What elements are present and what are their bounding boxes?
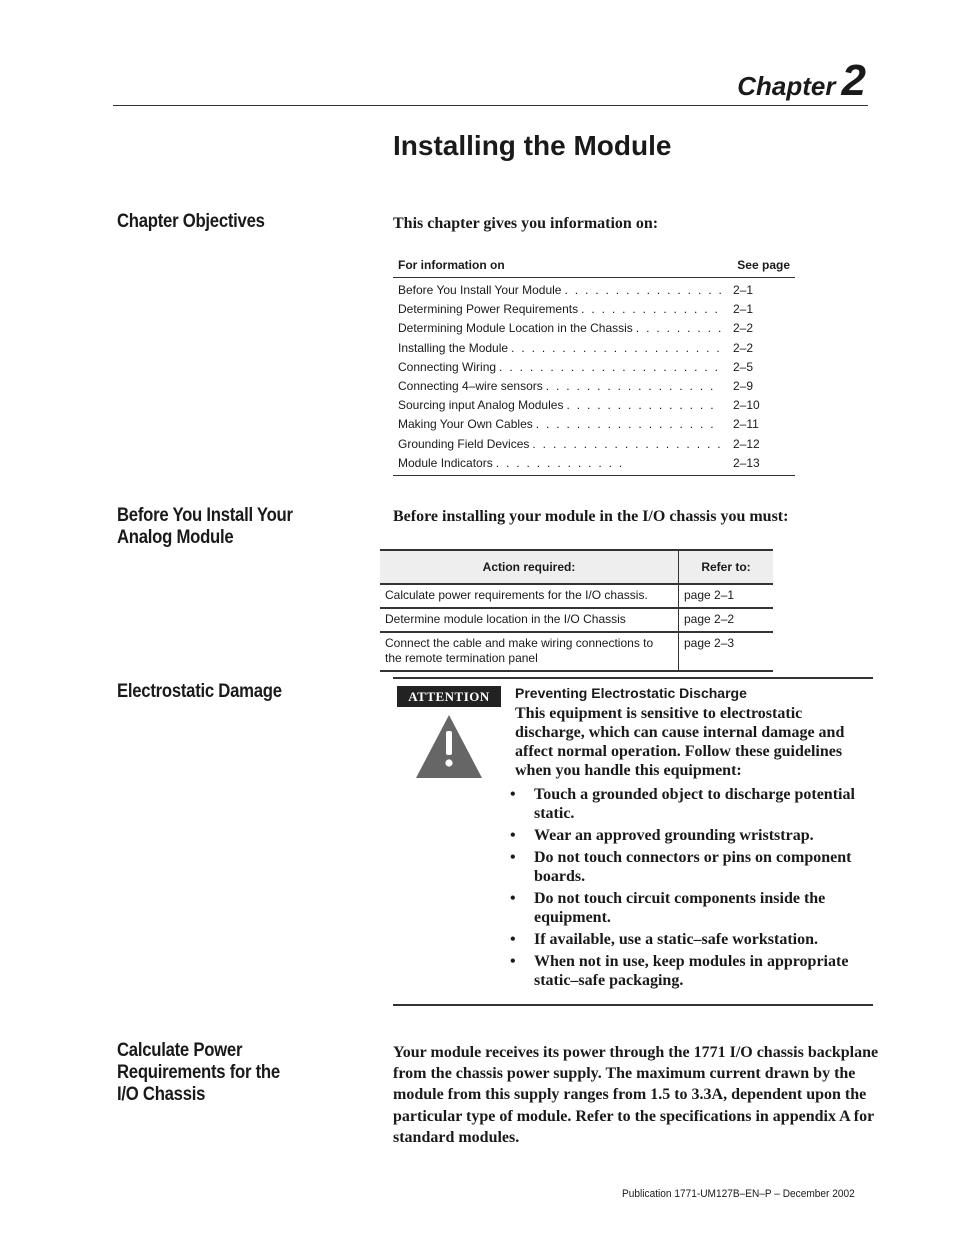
table-row bbox=[380, 608, 773, 632]
refer-col-header: Refer to: bbox=[679, 550, 774, 584]
toc-entry: Before You Install Your Module bbox=[398, 283, 562, 297]
action-cell: Calculate power requirements for the I/O chassis. bbox=[380, 584, 679, 608]
attention-title: Preventing Electrostatic Discharge bbox=[515, 685, 747, 701]
toc-entry: Connecting 4–wire sensors bbox=[398, 378, 543, 393]
toc-entry: Determining Module Location in the Chassis bbox=[398, 321, 633, 336]
power-paragraph: Your module receives its power through the 1771 I/O chassis backplane from the chassis power supply. The maximum current drawn by the module from this supply ranges from 1.5 to 3.3A, dependent upon the particular type of module. Refer to the specifications in appendix A for standard modules. bbox=[393, 1044, 879, 1146]
bullet: • bbox=[510, 890, 516, 907]
toc-leader bbox=[566, 396, 721, 415]
toc-col-page: See page bbox=[737, 258, 790, 272]
action-col-header: Action required: bbox=[380, 550, 679, 584]
toc-row bbox=[393, 319, 795, 338]
refer-cell: page 2–3 bbox=[679, 632, 774, 671]
toc-entry: Installing the Module bbox=[398, 340, 509, 355]
toc-leader bbox=[546, 377, 721, 396]
toc-row bbox=[393, 377, 795, 396]
bullet: • bbox=[510, 786, 516, 803]
toc-header bbox=[393, 255, 795, 278]
list-item: • If available, use a static–safe workstation. bbox=[510, 931, 818, 948]
toc-entry: Module Indicators bbox=[398, 455, 493, 470]
chapter-label bbox=[737, 56, 866, 106]
attention-body: This equipment is sensitive to electrostatic discharge, which can cause internal damage and affect normal operation. Follow these guidelines when you handle this equipment: bbox=[515, 705, 845, 779]
toc-page: 2–1 bbox=[733, 283, 754, 297]
table-row bbox=[380, 632, 773, 671]
electrostatic-heading: Electrostatic Damage bbox=[117, 681, 282, 702]
toc-page: 2–9 bbox=[733, 378, 754, 393]
attention-guidelines bbox=[510, 785, 885, 993]
refer-cell: page 2–1 bbox=[679, 584, 774, 608]
chapter-word: Chapter bbox=[737, 71, 836, 101]
toc-leader bbox=[564, 281, 721, 300]
toc-leader bbox=[499, 358, 721, 377]
bullet: • bbox=[510, 931, 516, 948]
chapter-rule bbox=[113, 105, 868, 106]
toc-page: 2–10 bbox=[733, 398, 760, 413]
page-title: Installing the Module bbox=[393, 130, 672, 161]
toc-row bbox=[393, 358, 795, 377]
warning-triangle-icon bbox=[416, 715, 482, 784]
toc-leader bbox=[536, 415, 721, 434]
toc-page: 2–12 bbox=[733, 436, 760, 451]
attention-badge: ATTENTION bbox=[397, 686, 501, 707]
toc-entry: Connecting Wiring bbox=[398, 359, 497, 374]
toc-row bbox=[393, 435, 795, 454]
attention-bottom-rule bbox=[393, 1004, 873, 1006]
toc-page: 2–1 bbox=[733, 302, 754, 317]
action-cell: Connect the cable and make wiring connections to the remote termination panel bbox=[380, 632, 679, 671]
list-item: • Wear an approved grounding wriststrap. bbox=[510, 827, 814, 844]
toc-table bbox=[393, 255, 795, 476]
action-table bbox=[380, 549, 773, 672]
toc-page: 2–2 bbox=[733, 340, 754, 355]
toc-row bbox=[393, 300, 795, 319]
list-item: • Touch a grounded object to discharge potential static. bbox=[510, 786, 855, 822]
toc-page: 2–13 bbox=[733, 455, 760, 470]
toc-entry: Grounding Field Devices bbox=[398, 436, 530, 451]
toc-leader bbox=[636, 319, 721, 338]
bullet: • bbox=[510, 953, 516, 970]
power-heading: Calculate Power Requirements for the I/O Chassis bbox=[117, 1040, 280, 1105]
toc-leader bbox=[511, 339, 721, 358]
toc-leader bbox=[581, 300, 721, 319]
toc-col-info: For information on bbox=[398, 258, 505, 272]
bullet: • bbox=[510, 827, 516, 844]
bullet: • bbox=[510, 849, 516, 866]
toc-leader bbox=[496, 454, 621, 473]
action-table-header bbox=[380, 550, 773, 584]
publication-footer: Publication 1771-UM127B–EN–P – December 2002 bbox=[622, 1188, 855, 1200]
toc-row bbox=[393, 415, 795, 434]
objectives-intro: This chapter gives you information on: bbox=[393, 215, 659, 232]
toc-row bbox=[393, 339, 795, 358]
toc-row bbox=[393, 454, 795, 473]
toc-entry: Making Your Own Cables bbox=[398, 417, 533, 432]
attention-top-rule bbox=[393, 677, 873, 679]
toc-row bbox=[393, 281, 795, 300]
before-install-heading: Before You Install Your Analog Module bbox=[117, 505, 293, 548]
chapter-number: 2 bbox=[841, 56, 866, 105]
toc-page: 2–2 bbox=[733, 321, 754, 336]
action-cell: Determine module location in the I/O Chassis bbox=[380, 608, 679, 632]
list-item: • Do not touch circuit components inside the equipment. bbox=[510, 890, 826, 926]
objectives-heading: Chapter Objectives bbox=[117, 211, 265, 232]
table-row bbox=[380, 584, 773, 608]
toc-entry: Determining Power Requirements bbox=[398, 302, 579, 317]
toc-leader bbox=[532, 435, 721, 454]
toc-page: 2–5 bbox=[733, 359, 754, 374]
refer-cell: page 2–2 bbox=[679, 608, 774, 632]
toc-row bbox=[393, 396, 795, 415]
toc-body bbox=[393, 278, 795, 476]
toc-page: 2–11 bbox=[733, 417, 759, 432]
before-install-intro: Before installing your module in the I/O chassis you must: bbox=[393, 508, 789, 525]
list-item: • When not in use, keep modules in appropriate static–safe packaging. bbox=[510, 953, 849, 989]
toc-entry: Sourcing input Analog Modules bbox=[398, 398, 564, 413]
list-item: • Do not touch connectors or pins on component boards. bbox=[510, 849, 852, 885]
